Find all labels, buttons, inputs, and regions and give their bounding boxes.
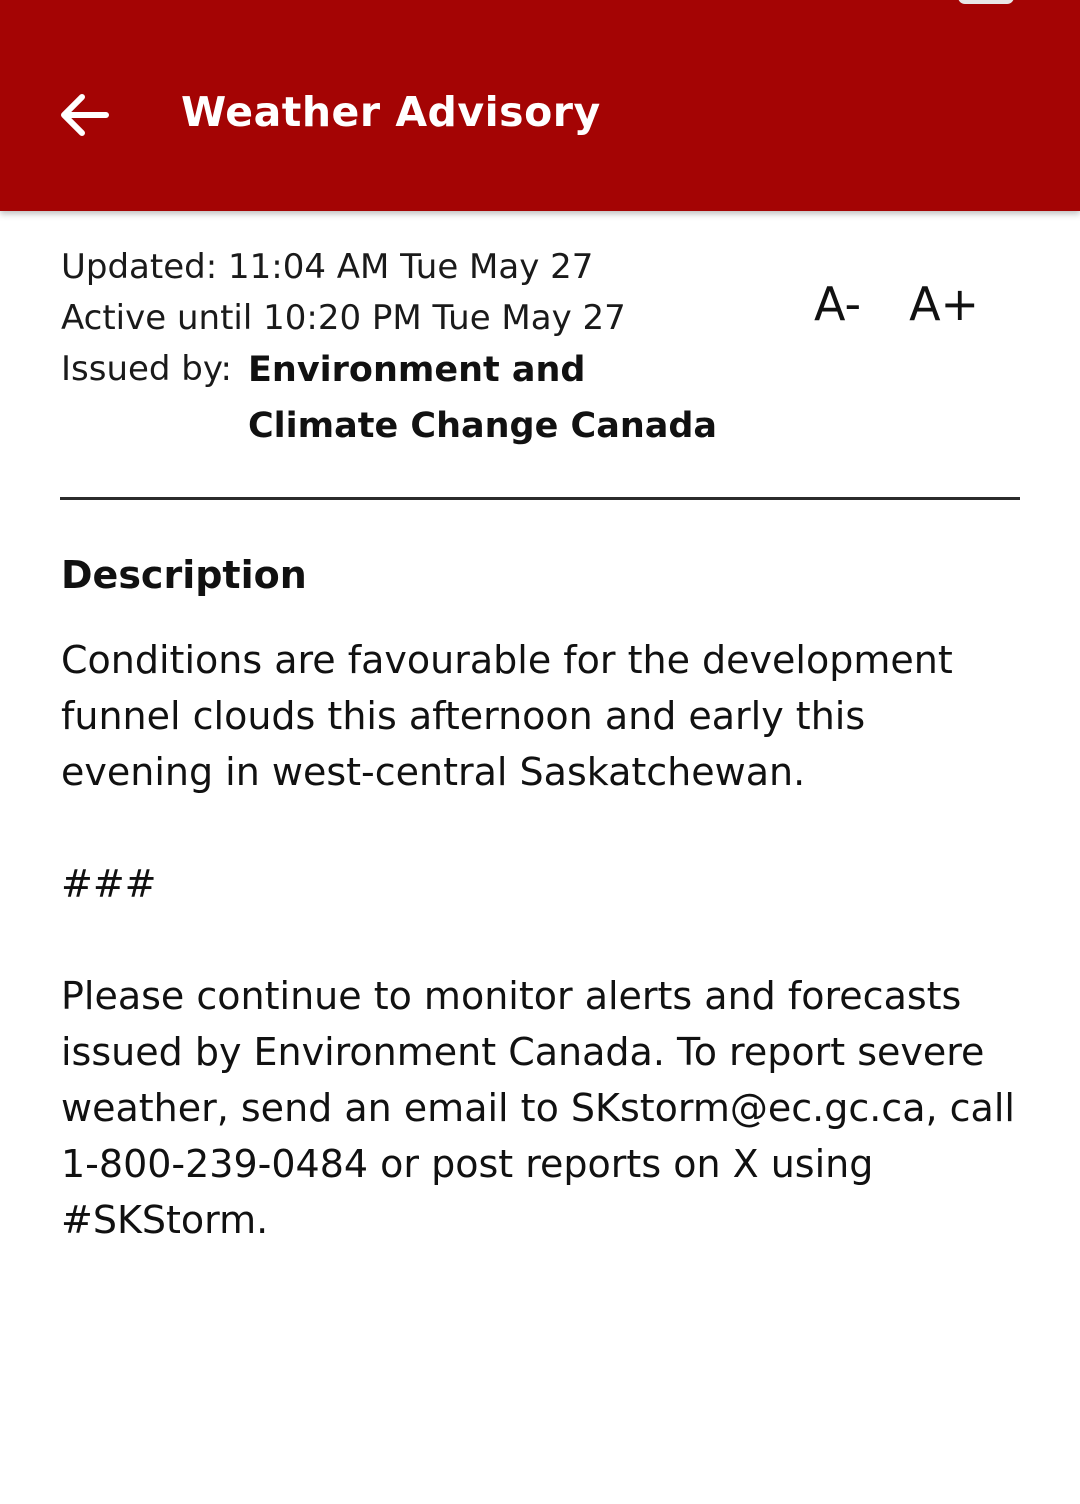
arrow-left-icon	[58, 92, 110, 138]
description-paragraph: Conditions are favourable for the development funnel clouds this afternoon and early this evening in west-central Saskatchewan.	[61, 638, 953, 794]
description-body	[61, 632, 1021, 1248]
description-paragraph: Please continue to monitor alerts and forecasts issued by Environment Canada. To report severe weather, send an email to SKstorm@ec.gc.ca, call 1-800-239-0484 or post reports on X using #SKStorm.	[61, 974, 1015, 1242]
advisory-meta	[61, 242, 738, 454]
description-separator: ###	[61, 862, 157, 906]
page-title: Weather Advisory	[181, 88, 601, 136]
back-button[interactable]	[52, 84, 116, 146]
decrease-font-button[interactable]: A-	[814, 277, 862, 331]
issued-by-row	[61, 344, 738, 454]
increase-font-button[interactable]: A+	[909, 277, 980, 331]
status-indicator	[958, 0, 1014, 4]
description-heading: Description	[61, 553, 307, 597]
issued-by-label: Issued by:	[61, 349, 232, 389]
issued-by-value: Environment and Climate Change Canada	[248, 350, 718, 446]
divider	[60, 497, 1020, 500]
updated-time: Updated: 11:04 AM Tue May 27	[61, 247, 594, 287]
font-size-controls	[814, 276, 979, 332]
active-until-time: Active until 10:20 PM Tue May 27	[61, 298, 626, 338]
app-bar	[0, 0, 1080, 211]
